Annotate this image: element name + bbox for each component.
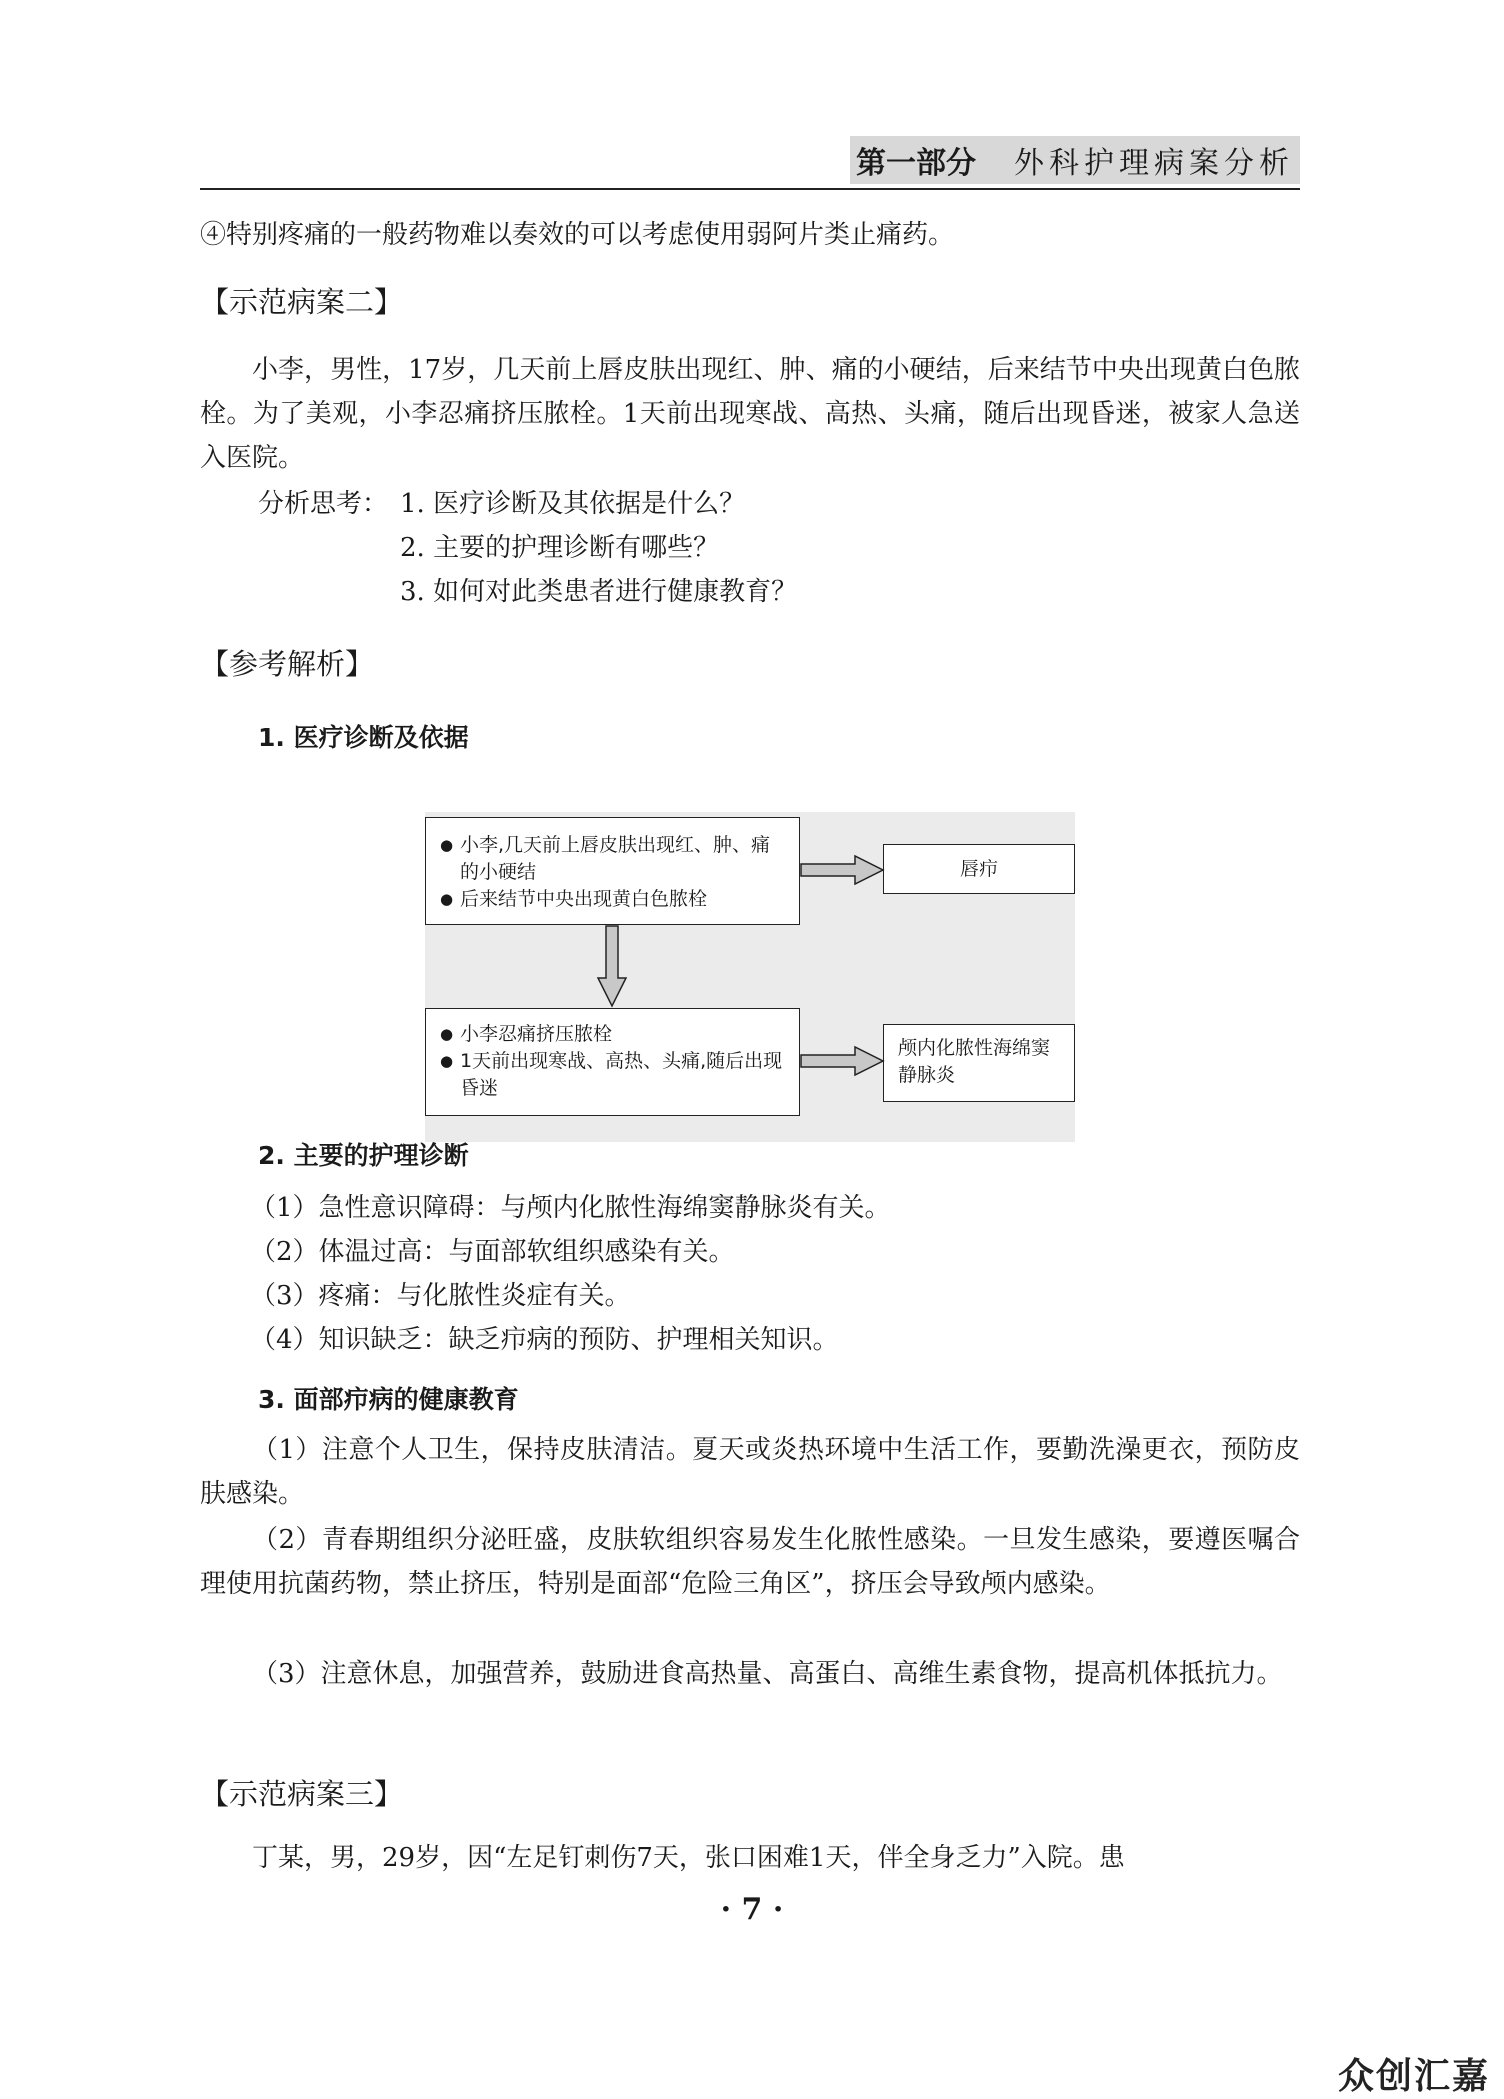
- question-3: 3. 如何对此类患者进行健康教育？: [400, 577, 798, 607]
- nursing-item-2: （2）体温过高：与面部软组织感染有关。: [250, 1237, 735, 1267]
- case3-title: 【示范病案三】: [200, 1777, 404, 1811]
- flow-arrows: [425, 812, 1075, 1142]
- header-subtitle: 外科护理病案分析: [1014, 146, 1294, 181]
- flow-item: ● 小李忍痛挤压脓栓: [438, 1021, 789, 1048]
- arrow-right-2: [801, 1047, 883, 1075]
- question-2: 2. 主要的护理诊断有哪些？: [400, 533, 720, 563]
- flow-item: ● 后来结节中央出现黄白色脓栓: [438, 886, 789, 913]
- running-header: [200, 128, 1300, 190]
- heading-diagnosis: 1. 医疗诊断及依据: [258, 723, 469, 752]
- flow-item: ● 小李,几天前上唇皮肤出现红、肿、痛的小硬结: [438, 832, 789, 886]
- diagnosis-flowchart: [425, 812, 1075, 1142]
- watermark: 众创汇嘉: [1337, 2056, 1490, 2097]
- page-number: · 7 ·: [720, 1892, 784, 1927]
- nursing-item-4: （4）知识缺乏：缺乏疖病的预防、护理相关知识。: [250, 1325, 839, 1355]
- edu-item-3: （3）注意休息，加强营养，鼓励进食高热量、高蛋白、高维生素食物，提高机体抵抗力。: [252, 1659, 1283, 1689]
- header-label: [850, 136, 1300, 184]
- header-part: 第一部分: [856, 146, 976, 181]
- case2-title: 【示范病案二】: [200, 285, 404, 319]
- flow-result-furuncle: 唇疖: [883, 844, 1075, 894]
- edu-item-1: （1）注意个人卫生，保持皮肤清洁。夏天或炎热环境中生活工作，要勤洗澡更衣，预防皮肤感染。: [200, 1435, 1300, 1509]
- heading-health-education: 3. 面部疖病的健康教育: [258, 1385, 519, 1414]
- arrow-down: [598, 926, 626, 1006]
- intro-line: ④特别疼痛的一般药物难以奏效的可以考虑使用弱阿片类止痛药。: [200, 220, 955, 250]
- nursing-item-3: （3）疼痛：与化脓性炎症有关。: [250, 1281, 631, 1311]
- analysis-title: 【参考解析】: [200, 647, 375, 681]
- edu-item-2: （2）青春期组织分泌旺盛，皮肤软组织容易发生化脓性感染。一旦发生感染，要遵医嘱合理使用抗菌药物，禁止挤压，特别是面部“危险三角区”，挤压会导致颅内感染。: [200, 1525, 1300, 1599]
- case3-paragraph: 丁某，男，29岁，因“左足钉刺伤7天，张口困难1天，伴全身乏力”入院。患: [252, 1843, 1125, 1873]
- case2-paragraph: 小李，男性，17岁，几天前上唇皮肤出现红、肿、痛的小硬结，后来结节中央出现黄白色脓栓。为了美观，小李忍痛挤压脓栓。1天前出现寒战、高热、头痛，随后出现昏迷，被家人急送入医院。: [200, 355, 1300, 473]
- arrow-right-1: [801, 856, 883, 884]
- question-1: 1. 医疗诊断及其依据是什么？: [400, 489, 746, 519]
- nursing-item-1: （1）急性意识障碍：与颅内化脓性海绵窦静脉炎有关。: [250, 1193, 891, 1223]
- questions-label: 分析思考：: [258, 489, 389, 519]
- flow-result-sinus-phlebitis: 颅内化脓性海绵窦静脉炎: [883, 1024, 1075, 1102]
- heading-nursing-diagnosis: 2. 主要的护理诊断: [258, 1141, 469, 1170]
- flow-item: ● 1天前出现寒战、高热、头痛,随后出现昏迷: [438, 1048, 789, 1102]
